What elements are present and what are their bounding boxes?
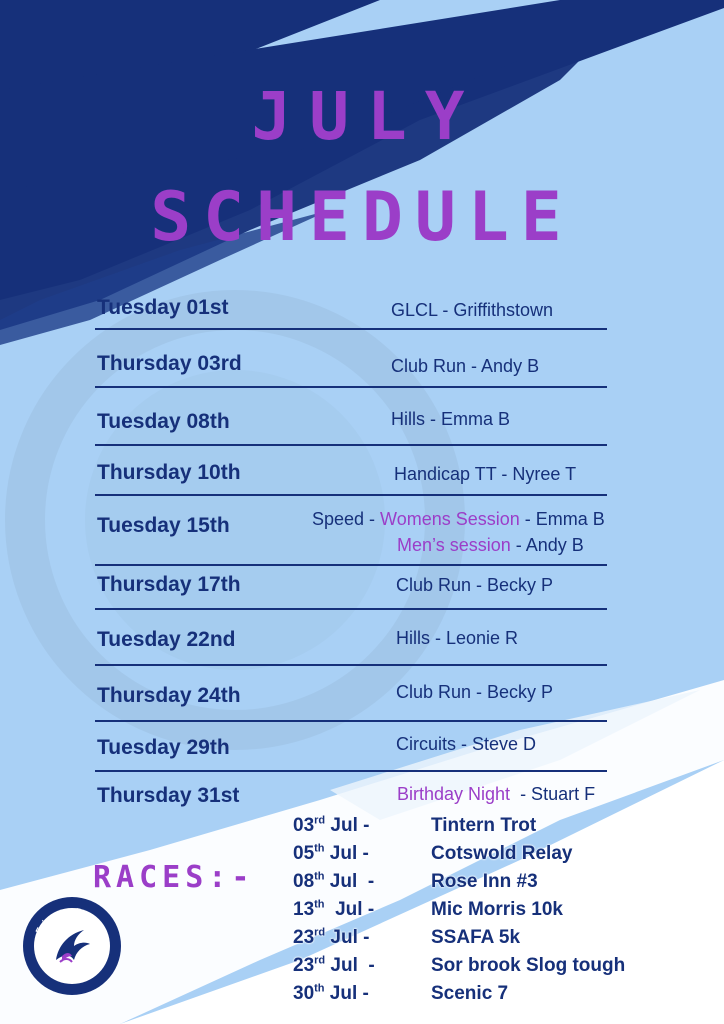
schedule-row (95, 570, 607, 610)
race-date: 08th Jul - (293, 870, 375, 892)
birthday-night-label: Birthday Night (397, 784, 511, 804)
race-name: Scenic 7 (431, 983, 509, 1004)
mens-session-leader: - Andy B (510, 535, 584, 555)
race-name: Tintern Trot (431, 815, 537, 836)
schedule-day: Tuesday 29th (97, 736, 230, 759)
title-schedule: SCHEDULE (150, 178, 574, 257)
race-name: SSAFA 5k (431, 927, 521, 948)
schedule-row (95, 624, 607, 666)
schedule-row (95, 508, 607, 566)
race-date: 05th Jul - (293, 842, 369, 864)
schedule-day: Thursday 24th (97, 684, 241, 707)
race-date: 13th Jul - (293, 898, 375, 920)
schedule-day: Tuesday 01st (97, 296, 229, 319)
schedule-activity: Handicap TT - Nyree T (394, 464, 577, 484)
schedule-activity: Circuits - Steve D (396, 734, 537, 754)
birthday-night-leader: - Stuart F (510, 784, 596, 804)
schedule-activity: Hills - Leonie R (396, 628, 519, 648)
schedule-row (95, 732, 607, 772)
race-date: 23rd Jul - (293, 926, 370, 948)
schedule-activity-2 (397, 535, 584, 556)
race-date: 23rd Jul - (293, 954, 375, 976)
race-date: 30th Jul - (293, 982, 369, 1004)
race-date: 03rd Jul - (293, 814, 370, 836)
schedule-activity (312, 509, 605, 530)
schedule-day: Thursday 10th (97, 461, 241, 484)
schedule-row (95, 782, 607, 810)
logo-bottom-text: CWMBRAN (50, 964, 94, 980)
races-title: RACES:- (93, 860, 255, 895)
schedule-row (95, 406, 607, 446)
schedule-activity: Club Run - Andy B (391, 356, 540, 376)
schedule-row (95, 292, 607, 330)
schedule-day: Thursday 31st (97, 784, 240, 807)
logo-top-text: Fairwater Runners (33, 905, 111, 936)
race-name: Sor brook Slog tough (431, 955, 626, 976)
schedule-day: Thursday 17th (97, 573, 241, 596)
schedule-activity: Club Run - Becky P (396, 682, 554, 702)
race-name: Cotswold Relay (431, 843, 573, 864)
mens-session-label: Men’s session (397, 535, 511, 555)
schedule-activity: GLCL - Griffithstown (391, 300, 554, 320)
schedule-day: Tuesday 08th (97, 410, 230, 433)
schedule-activity (397, 784, 595, 805)
schedule-activity: Hills - Emma B (391, 409, 511, 429)
schedule-day: Thursday 03rd (97, 352, 242, 375)
womens-session-leader: - Emma B (519, 509, 605, 529)
schedule-row (95, 458, 607, 496)
speed-prefix: Speed - (312, 509, 381, 529)
schedule-row (95, 680, 607, 722)
club-logo (22, 896, 122, 996)
schedule-activity: Club Run - Becky P (396, 575, 554, 595)
race-name: Mic Morris 10k (431, 899, 563, 920)
title-july: JULY (251, 78, 483, 155)
womens-session-label: Womens Session (380, 509, 520, 529)
race-name: Rose Inn #3 (431, 871, 538, 892)
schedule-day: Tuesday 22nd (97, 628, 236, 651)
schedule-row (95, 348, 607, 388)
schedule-day: Tuesday 15th (97, 514, 230, 537)
